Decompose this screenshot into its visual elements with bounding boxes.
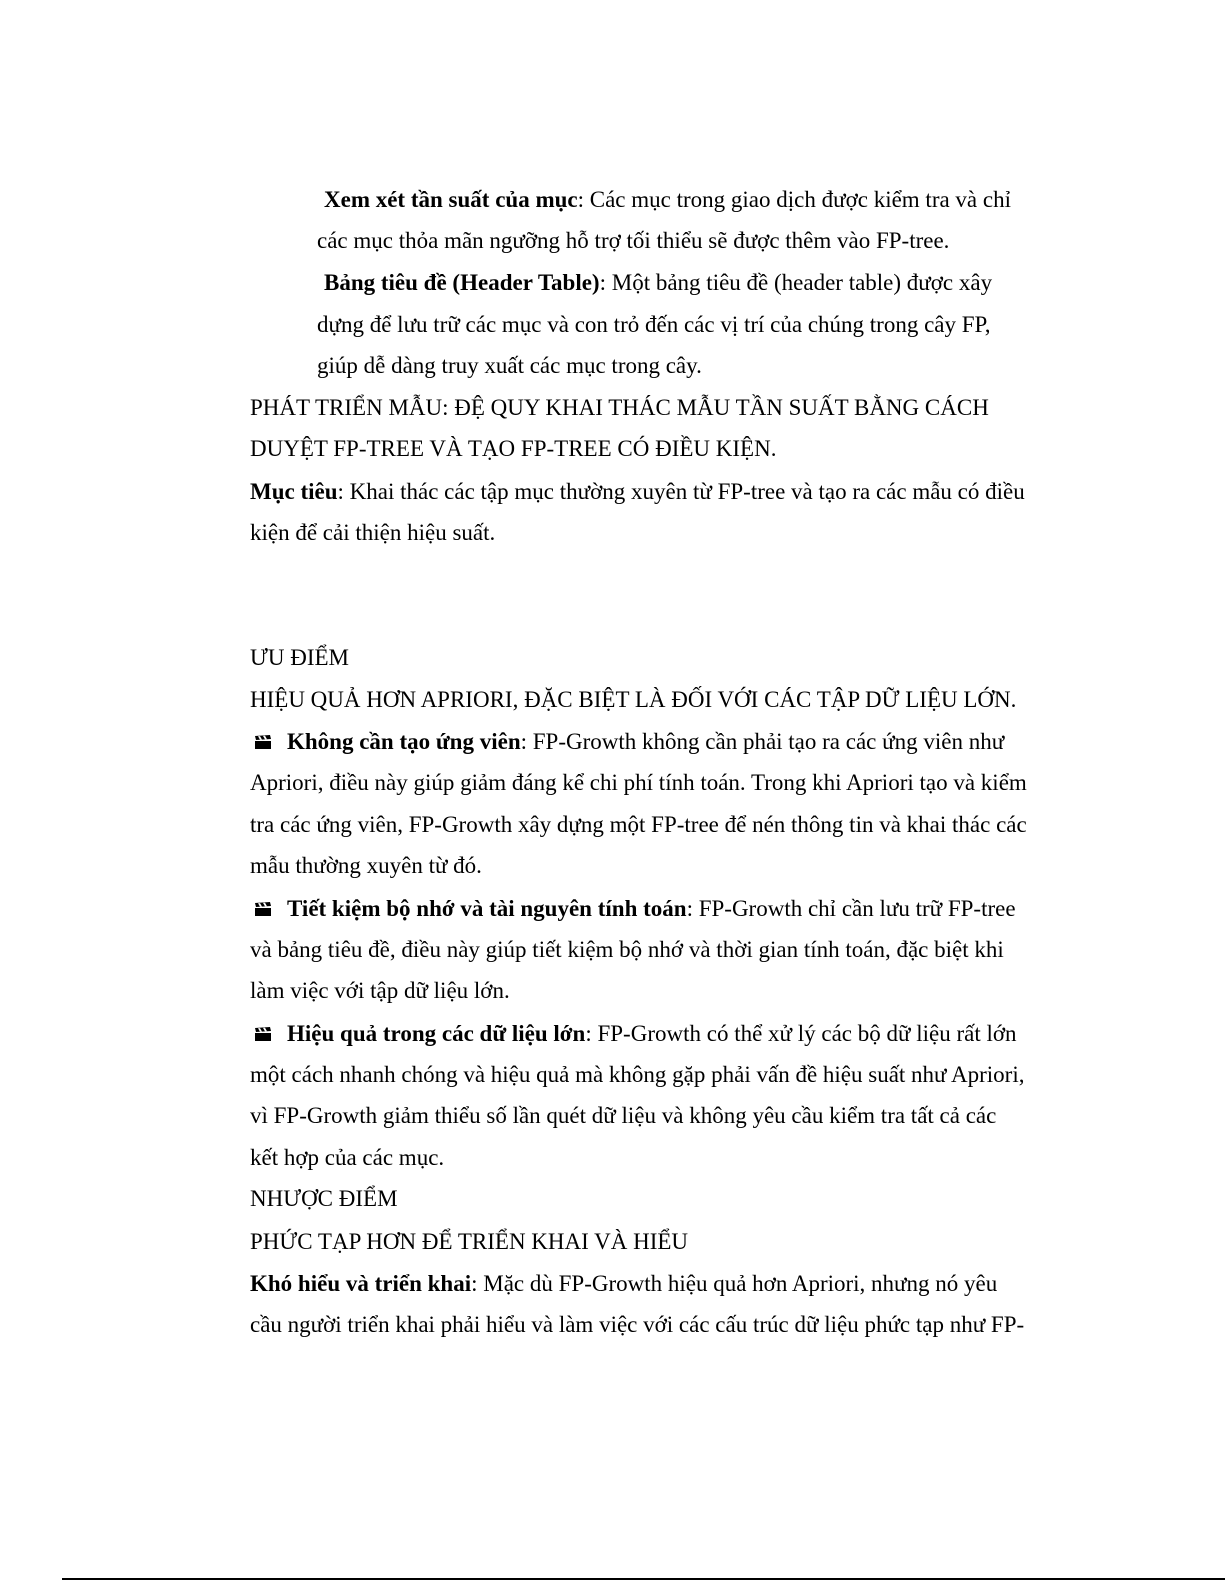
goal-text: : Khai thác các tập mục thường xuyên từ FP-tree và tạo ra các mẫu có điều <box>337 479 1025 504</box>
adv2-title: Tiết kiệm bộ nhớ và tài nguyên tính toán <box>287 896 687 921</box>
adv3-text: : FP-Growth có thể xử lý các bộ dữ liệu rất lớn <box>585 1021 1017 1046</box>
adv1-line-3: tra các ứng viên, FP-Growth xây dựng một FP-tree để nén thông tin và khai thác các <box>250 812 1027 837</box>
adv3-line-1 <box>287 1019 1017 1049</box>
frequency-item-title: Xem xét tần suất của mục <box>324 187 578 212</box>
header-table-line-2: dựng để lưu trữ các mục và con trỏ đến các vị trí của chúng trong cây FP, <box>317 312 991 337</box>
header-table-line-1 <box>324 268 992 298</box>
adv1-line-4: mẫu thường xuyên từ đó. <box>250 853 482 878</box>
adv1-text: : FP-Growth không cần phải tạo ra các ứng viên như <box>520 729 1005 754</box>
disadv-text: : Mặc dù FP-Growth hiệu quả hơn Apriori, nhưng nó yêu <box>471 1271 998 1296</box>
header-table-text: : Một bảng tiêu đề (header table) được xây <box>599 270 993 295</box>
adv1-line-2: Apriori, điều này giúp giảm đáng kể chi phí tính toán. Trong khi Apriori tạo và kiểm <box>250 770 1027 795</box>
adv2-line-2: và bảng tiêu đề, điều này giúp tiết kiệm bộ nhớ và thời gian tính toán, đặc biệt khi <box>250 937 1004 962</box>
header-table-line-3: giúp dễ dàng truy xuất các mục trong cây. <box>317 353 702 378</box>
goal-label: Mục tiêu <box>250 479 338 504</box>
frequency-item-line-2: các mục thỏa mãn ngưỡng hỗ trợ tối thiểu sẽ được thêm vào FP-tree. <box>317 228 950 253</box>
adv3-title: Hiệu quả trong các dữ liệu lớn <box>287 1021 586 1046</box>
adv3-line-4: kết hợp của các mục. <box>250 1145 445 1170</box>
frequency-item-text: : Các mục trong giao dịch được kiểm tra và chỉ <box>577 187 1011 212</box>
clapperboard-icon <box>254 735 272 749</box>
clapperboard-icon <box>254 1027 272 1041</box>
adv2-text: : FP-Growth chỉ cần lưu trữ FP-tree <box>686 896 1016 921</box>
adv2-line-1 <box>287 894 1016 924</box>
adv3-line-3: vì FP-Growth giảm thiểu số lần quét dữ liệu và không yêu cầu kiểm tra tất cả các <box>250 1103 997 1128</box>
advantages-heading: ƯU ĐIỂM <box>250 645 349 670</box>
adv2-line-3: làm việc với tập dữ liệu lớn. <box>250 978 510 1003</box>
advantages-subheading: HIỆU QUẢ HƠN APRIORI, ĐẶC BIỆT LÀ ĐỐI VỚI CÁC TẬP DỮ LIỆU LỚN. <box>250 687 1017 712</box>
header-table-title: Bảng tiêu đề (Header Table) <box>324 270 600 295</box>
frequency-item-line-1 <box>324 185 1011 215</box>
disadvantages-heading: NHƯỢC ĐIỂM <box>250 1186 398 1211</box>
disadv-line-1 <box>250 1269 997 1299</box>
adv3-line-2: một cách nhanh chóng và hiệu quả mà không gặp phải vấn đề hiệu suất như Apriori, <box>250 1062 1025 1087</box>
disadv-line-2: cầu người triển khai phải hiểu và làm việc với các cấu trúc dữ liệu phức tạp như FP- <box>250 1312 1025 1337</box>
adv1-title: Không cần tạo ứng viên <box>287 729 521 754</box>
adv1-line-1 <box>287 727 1004 757</box>
goal-line-2: kiện để cải thiện hiệu suất. <box>250 520 496 545</box>
page-bottom-rule <box>62 1578 1225 1580</box>
clapperboard-icon <box>254 902 272 916</box>
disadv-label: Khó hiểu và triển khai <box>250 1271 472 1296</box>
pattern-heading-line-2: DUYỆT FP-TREE VÀ TẠO FP-TREE CÓ ĐIỀU KIỆN. <box>250 436 777 461</box>
disadvantages-subheading: PHỨC TẠP HƠN ĐỂ TRIỂN KHAI VÀ HIỂU <box>250 1229 689 1254</box>
goal-line-1 <box>250 477 1025 507</box>
pattern-heading-line-1: PHÁT TRIỂN MẪU: ĐỆ QUY KHAI THÁC MẪU TẦN SUẤT BẰNG CÁCH <box>250 395 989 420</box>
